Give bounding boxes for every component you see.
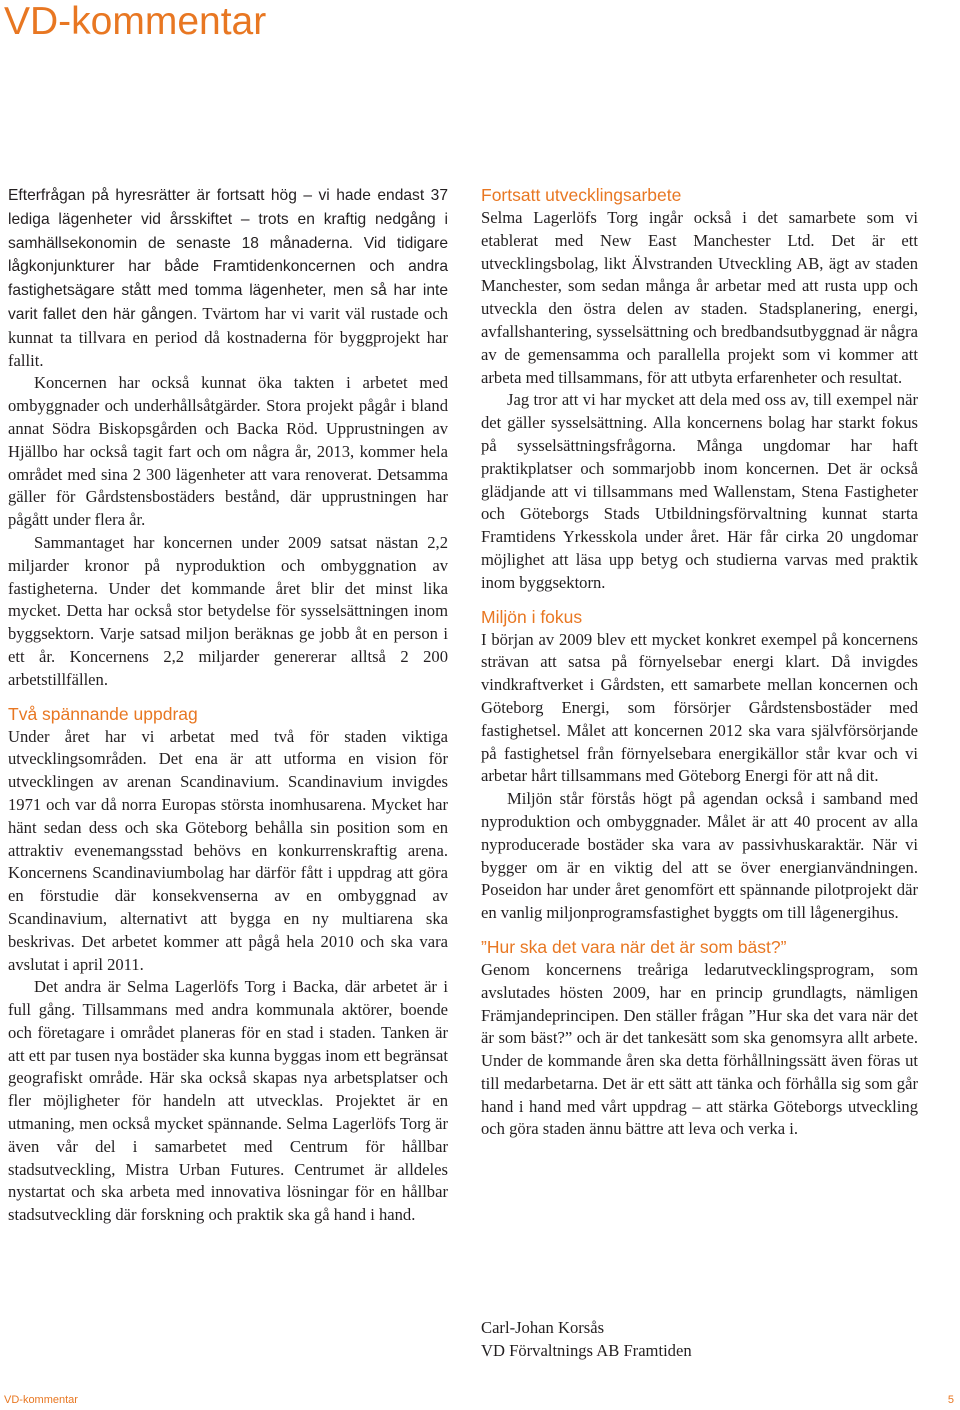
paragraph-passivhus: Miljön står förstås högt på agendan också i samband med nyproduktion och ombyggnader. Målet är att 40 procent av alla nyproducerade bostäder ska vara av passivhuskaraktär. När vi bygger om är en viktig del att se över energianvändningen. Poseidon har under året genomfört ett spännande pilotprojekt där en vanlig miljonprogramsfastighet byggts om till lågenergihus. xyxy=(481,789,918,923)
intro-body-text: Tvärtom har vi varit väl rustade och kunnat ta tillvara en period då kostnaderna för byggprojekt har fallit. xyxy=(8,303,448,370)
intro-paragraph xyxy=(8,184,448,372)
paragraph-sysselsattning: Jag tror att vi har mycket att dela med oss av, till exempel när det gäller sysselsättning. Alla koncernens bolag har starkt fokus på sysselsättningsfrågorna. Många ungdomar har haft praktikplatser och sommarjobb inom koncernen. Det är också glädjande att vi tillsammans med Wallenstam, Stena Fastigheter och Göteborgs Stads Utbildningsförvaltning kunnat starta Framtidens Yrkesskola under året. Här får cirka 20 ungdomar möjlighet att läsa upp betyg och studierna varvas med praktik inom byggsektorn. xyxy=(481,390,918,592)
signature-title: VD Förvaltnings AB Framtiden xyxy=(481,1341,692,1360)
heading-miljo: Miljön i fokus xyxy=(481,606,583,627)
paragraph-vindkraft: I början av 2009 blev ett mycket konkret exempel på koncernens strävan att satsa på förnyelsebar energi klart. Då invigdes vindkraftverket i Gårdsten, ett samarbete mellan koncernen och Göteborg Energi, som försörjer Gårdstensbostäder med fastighetsel. Målet att koncernen 2012 ska vara självförsörjande på fastighetsel från förnyelsebara energikällor står kvar och vi arbetar hårt tillsammans med Göteborg Energi för att nå dit. xyxy=(481,629,918,786)
paragraph-framjandeprincipen: Genom koncernens treåriga ledarutvecklingsprogram, som avslutades hösten 2009, har en princip grundlagts, nämligen Främjandeprincipen. Den ställer frågan ”Hur ska det vara när det är som bäst?” och är det tankesätt som ska genomsyra allt arbete. Under de kommande åren ska detta förhållningssätt även föras ut till medarbetarna. Det är ett sätt att tänka och förhålla sig som går hand i hand med vårt uppdrag – att stärka Göteborgs utveckling och göra staden ännu bättre att leva och verka i. xyxy=(481,959,918,1139)
right-column xyxy=(481,184,918,1141)
footer-page-number: 5 xyxy=(947,1394,954,1406)
heading-fortsatt-utveckling: Fortsatt utvecklingsarbete xyxy=(481,185,682,205)
heading-som-bast: ”Hur ska det vara när det är som bäst?” xyxy=(481,936,787,957)
page-title: VD-kommentar xyxy=(4,0,267,43)
signature-block xyxy=(481,1316,692,1362)
paragraph-selma-lagerlofs-torg: Det andra är Selma Lagerlöfs Torg i Backa, där arbetet är i full gång. Tillsammans med andra kommunala aktörer, boende och företagare i området planeras för en stad i staden. Tanken är att ett par tusen nya bostäder ska kunna byggas inom ett begränsat geografiskt område. Här ska också skapas nya arbetsplatser och fler möjligheter för handeln att utvecklas. Projektet är en utmaning, men också mycket spännande. Selma Lagerlöfs Torg är även vår del i samarbetet med Centrum för hållbar stadsutveckling, Mistra Urban Futures. Centrumet är alldeles nystartat och ska arbeta med innovativa lösningar för en hållbar stadsutveckling där forskning och praktik ska gå hand i hand. xyxy=(8,977,448,1225)
heading-tva-uppdrag: Två spännande uppdrag xyxy=(8,703,198,724)
paragraph-ombyggnader: Koncernen har också kunnat öka takten i arbetet med ombyggnader och underhållsåtgärder. Stora projekt pågår i bland annat Södra Biskopsgården och Backa Röd. Upprustningen av Hjällbo har också tagit fart och om några år, 2013, kommer hela området med sina 2 300 lägenheter att vara renoverat. Detsamma gäller för Gårdstensbostäders bestånd, där upprustningen har pågått under flera år. xyxy=(8,373,448,530)
paragraph-scandinavium: Under året har vi arbetat med två för staden viktiga utvecklingsområden. Det ena är att utforma en vision för utvecklingen av arenan Scandinavium. Scandinavium invigdes 1971 och var då norra Europas största inomhusarena. Mycket har hänt sedan dess och ska Göteborg behålla sin position som en attraktiv evenemangsstad behövs en konkurrenskraftig arena. Koncernens Scandinaviumbolag har därför fått i uppdrag att göra en förstudie där konsekvenserna av en ombyggnad av Scandinavium, alternativt att bygga en ny multiarena ska beskrivas. Det arbetet kommer att pågå hela 2010 och ska vara avslutat i april 2011. xyxy=(8,726,448,974)
intro-lead-text: Efterfrågan på hyresrätter är fortsatt hög – vi hade endast 37 lediga lägenheter vid årsskiftet – trots en kraftig nedgång i samhällsekonomin de senaste 18 månaderna. Vid tidigare lågkonjunkturer har både Framtidenkoncernen och andra fastighetsägare stått med tomma lägenheter, men så har inte varit fallet den här gången. xyxy=(8,187,448,323)
left-column xyxy=(8,184,448,1227)
footer-section-label: VD-kommentar xyxy=(4,1394,78,1406)
signature-name: Carl-Johan Korsås xyxy=(481,1318,605,1337)
paragraph-new-east-manchester: Selma Lagerlöfs Torg ingår också i det samarbete som vi etablerat med New East Manchester Ltd. Det är ett utvecklingsbolag, likt Älvstranden Utveckling AB, ägt av staden Manchester, som sedan många år arbetar med att rusta upp och utveckla den östra delen av staden. Stadsplanering, energi, avfallshantering, sysselsättning och bredbandsutbyggnad är några av de gemensamma och parallella projekt som vi kommer att arbeta med tillsammans, för att utbyta erfarenheter och resultat. xyxy=(481,208,918,387)
paragraph-investeringar: Sammantaget har koncernen under 2009 satsat nästan 2,2 miljarder kronor på nyproduktion och ombyggnation av fastigheterna. Under det kommande året blir det minst lika mycket. Detta har också stor betydelse för sysselsättningen inom byggsektorn. Varje satsad miljon beräknas ge jobb åt en person i ett år. Koncernens 2,2 miljarder genererar alltså 2 200 arbetstillfällen. xyxy=(8,532,448,689)
